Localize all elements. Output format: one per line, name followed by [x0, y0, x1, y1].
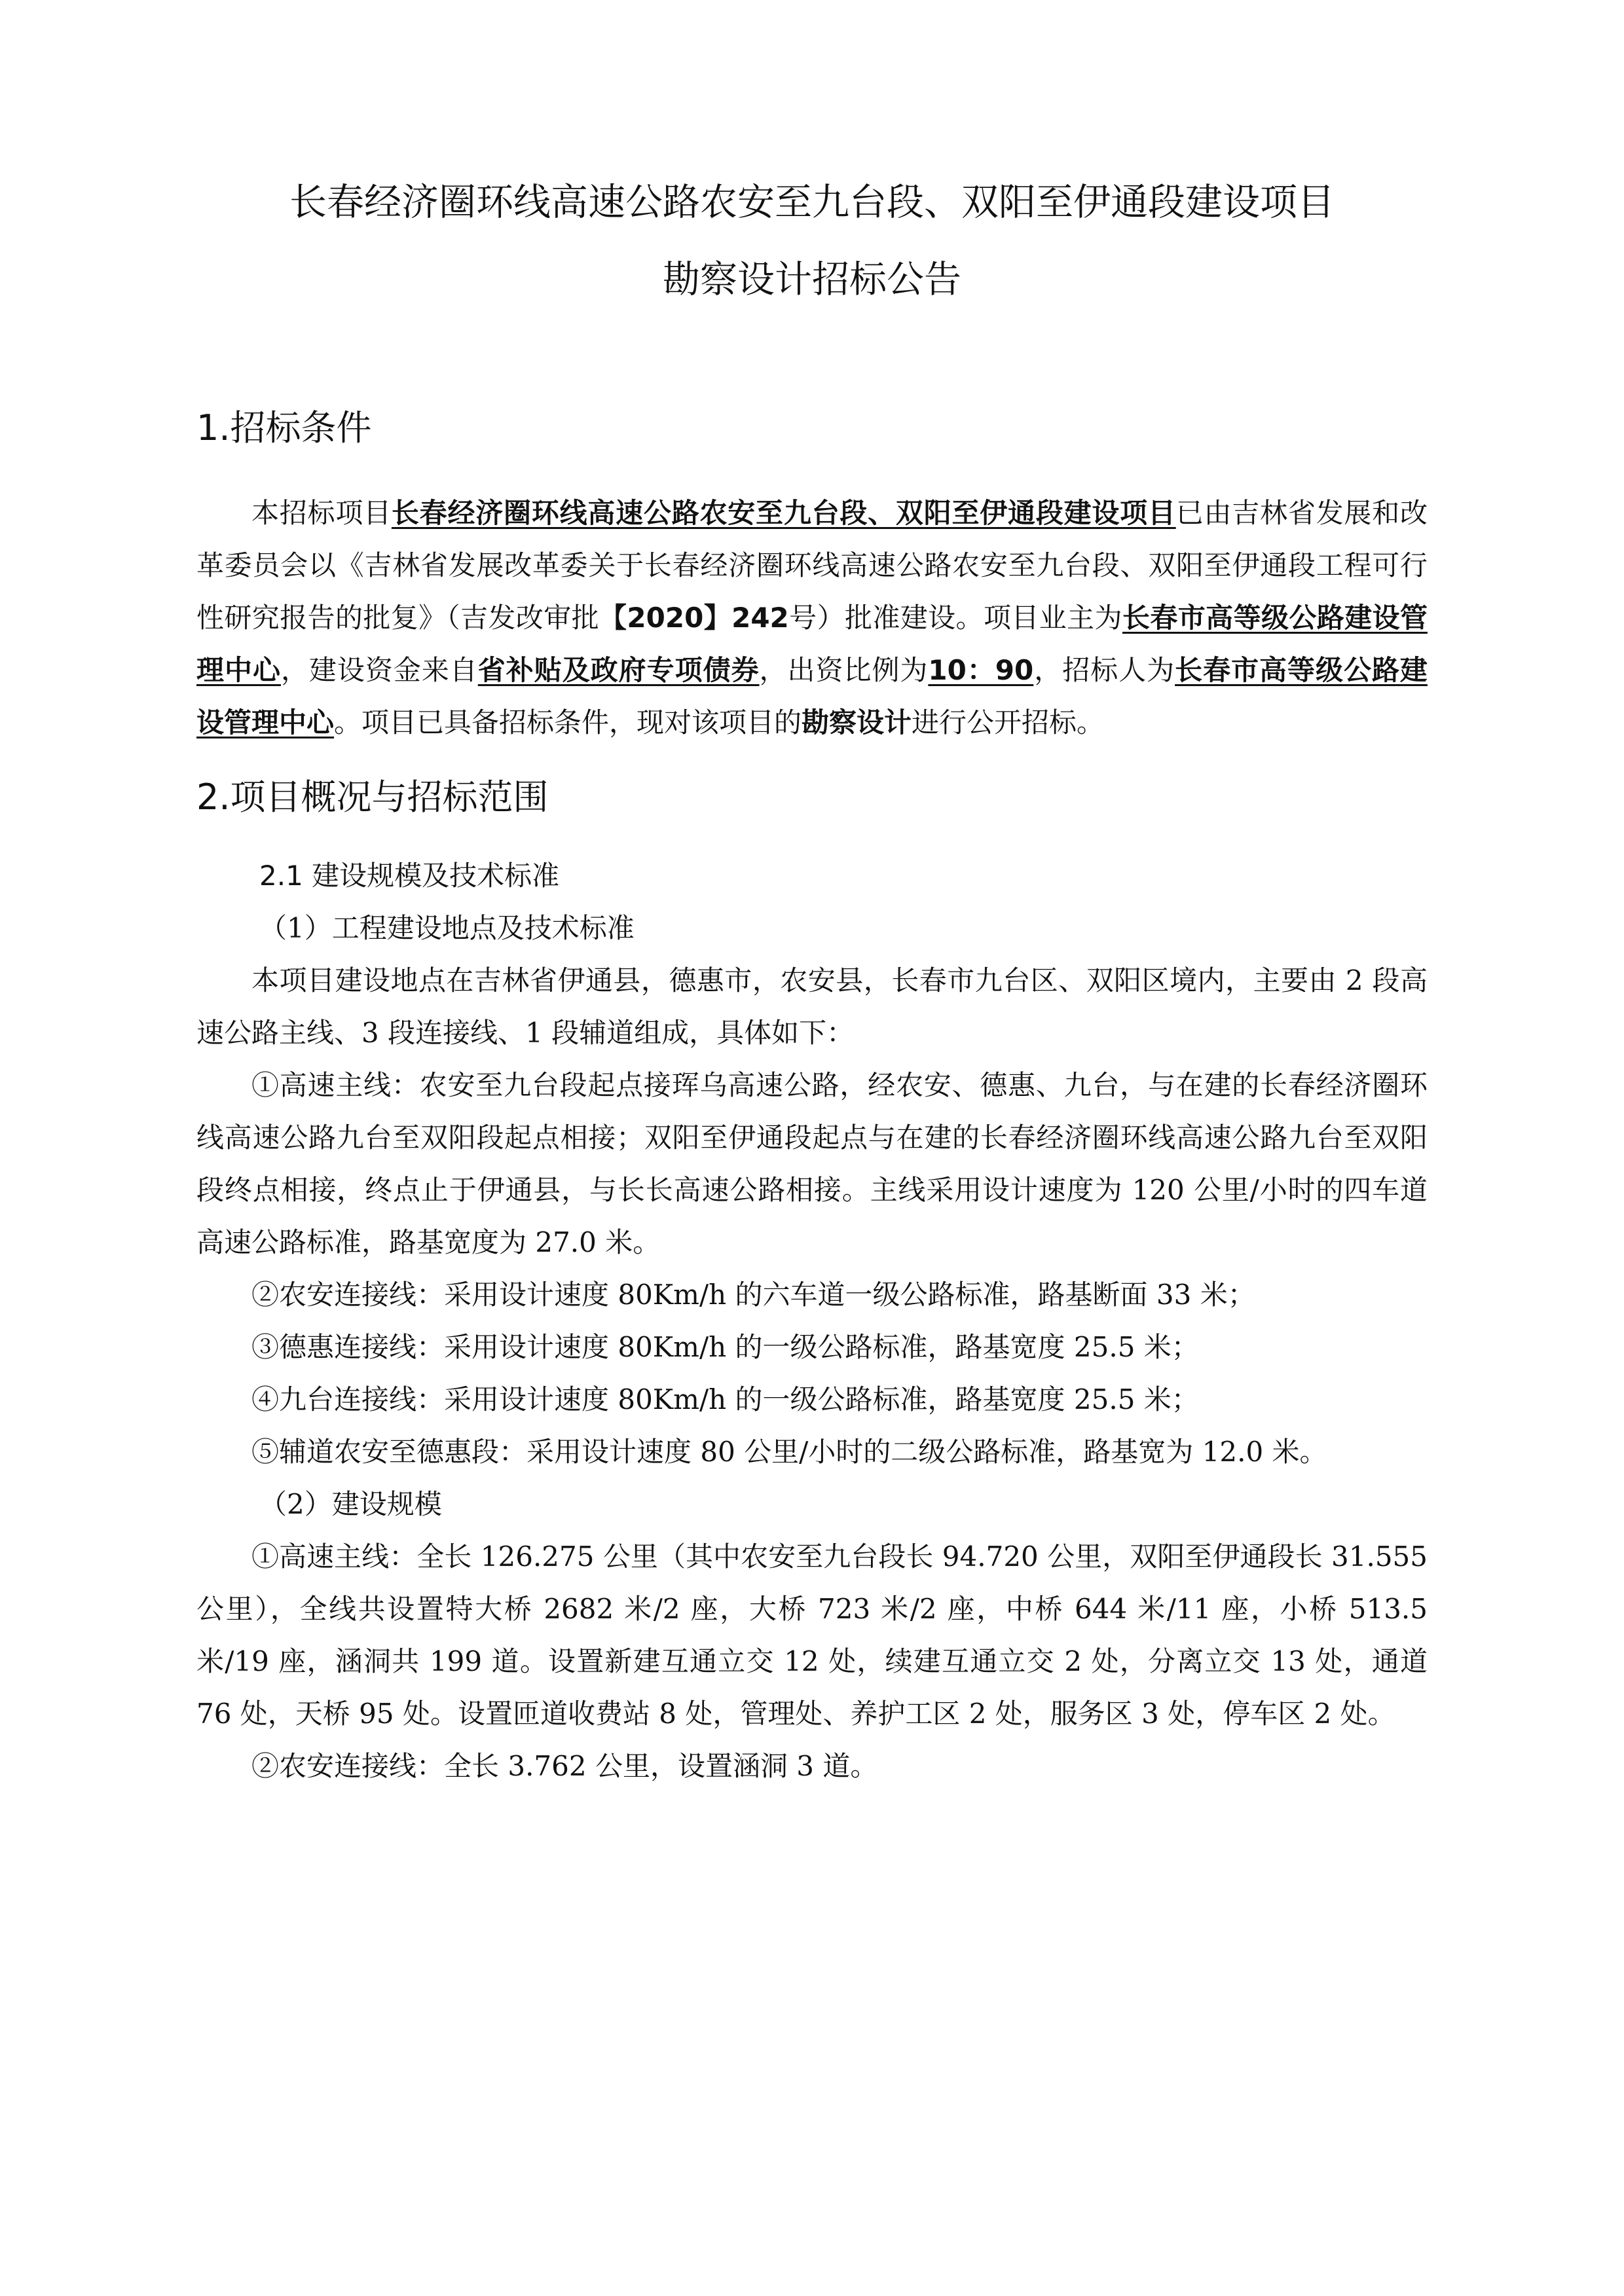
standard-nongan-link: ②农安连接线：采用设计速度 80Km/h 的六车道一级公路标准，路基断面 33 米；	[251, 1279, 1255, 1311]
section2-heading: 2.项目概况与招标范围	[196, 776, 549, 818]
item1-title: （1）工程建设地点及技术标准	[259, 912, 635, 944]
item2-title: （2）建设规模	[259, 1488, 442, 1520]
standard-jiutai-link: ④九台连接线：采用设计速度 80Km/h 的一级公路标准，路基宽度 25.5 米；	[251, 1383, 1199, 1415]
document-title-line2: 勘察设计招标公告	[663, 258, 961, 301]
text-run: 。项目已具备招标条件，现对该项目的	[334, 706, 802, 738]
standard-auxiliary-road: ⑤辅道农安至德惠段：采用设计速度 80 公里/小时的二级公路标准，路基宽为 12.0 米。	[251, 1436, 1327, 1468]
text-run: ，建设资金来自	[280, 654, 478, 686]
section1-heading: 1.招标条件	[196, 407, 372, 448]
location-paragraph: 本项目建设地点在吉林省伊通县，德惠市，农安县，长春市九台区、双阳区境内，主要由 2 段高速公路主线、3 段连接线、1 段辅道组成，具体如下：	[196, 964, 1428, 1049]
standard-mainline: ①高速主线：农安至九台段起点接珲乌高速公路，经农安、德惠、九台，与在建的长春经济圈环线高速公路九台至双阳段起点相接；双阳至伊通段起点与在建的长春经济圈环线高速公路九台至双阳段终点相接，终点止于伊通县，与长长高速公路相接。主线采用设计速度为 120 公里/小时的四车道高速公路标准，路基宽度为 27.0 米。	[196, 1069, 1428, 1258]
tender-scope: 勘察设计	[802, 706, 912, 738]
approval-doc-number: 【2020】242	[599, 602, 789, 634]
text-run: ，招标人为	[1033, 654, 1175, 686]
subsection-2-1-heading: 2.1 建设规模及技术标准	[259, 860, 560, 892]
text-run: 号）批准建设。项目业主为	[788, 602, 1122, 634]
funding-source: 省补贴及政府专项债券	[477, 654, 760, 686]
section1-paragraph	[196, 487, 1428, 749]
project-name: 长春经济圈环线高速公路农安至九台段、双阳至伊通段建设项目	[391, 497, 1176, 529]
document-title-line1: 长春经济圈环线高速公路农安至九台段、双阳至伊通段建设项目	[289, 181, 1335, 224]
text-run: 进行公开招标。	[912, 706, 1105, 738]
scale-nongan-link: ②农安连接线：全长 3.762 公里，设置涵洞 3 道。	[251, 1750, 878, 1782]
project-owner: 长春市高等级公路建设管理中心	[196, 602, 1428, 686]
text-run: ，出资比例为	[759, 654, 929, 686]
standard-dehui-link: ③德惠连接线：采用设计速度 80Km/h 的一级公路标准，路基宽度 25.5 米；	[251, 1331, 1199, 1363]
text-run: 已由吉林省发展和改革委员会以《吉林省发展改革委关于长春经济圈环线高速公路农安至九台段、双阳至伊通段工程可行性研究报告的批复》（吉发改审批	[196, 497, 1428, 634]
scale-mainline: ①高速主线：全长 126.275 公里（其中农安至九台段长 94.720 公里，双阳至伊通段长 31.555 公里），全线共设置特大桥 2682 米/2 座，大桥 723 米/2 座，中桥 644 米/11 座，小桥 513.5 米/19 座，涵洞共 199 道。设置新建互通立交 12 处，续建互通立交 2 处，分离立交 13 处，通道 76 处，天桥 95 处。设置匝道收费站 8 处，管理处、养护工区 2 处，服务区 3 处，停车区 2 处。	[196, 1540, 1428, 1730]
funding-ratio: 10：90	[928, 654, 1034, 686]
tenderer: 长春市高等级公路建设管理中心	[196, 654, 1428, 738]
text-run: 本招标项目	[251, 497, 392, 529]
